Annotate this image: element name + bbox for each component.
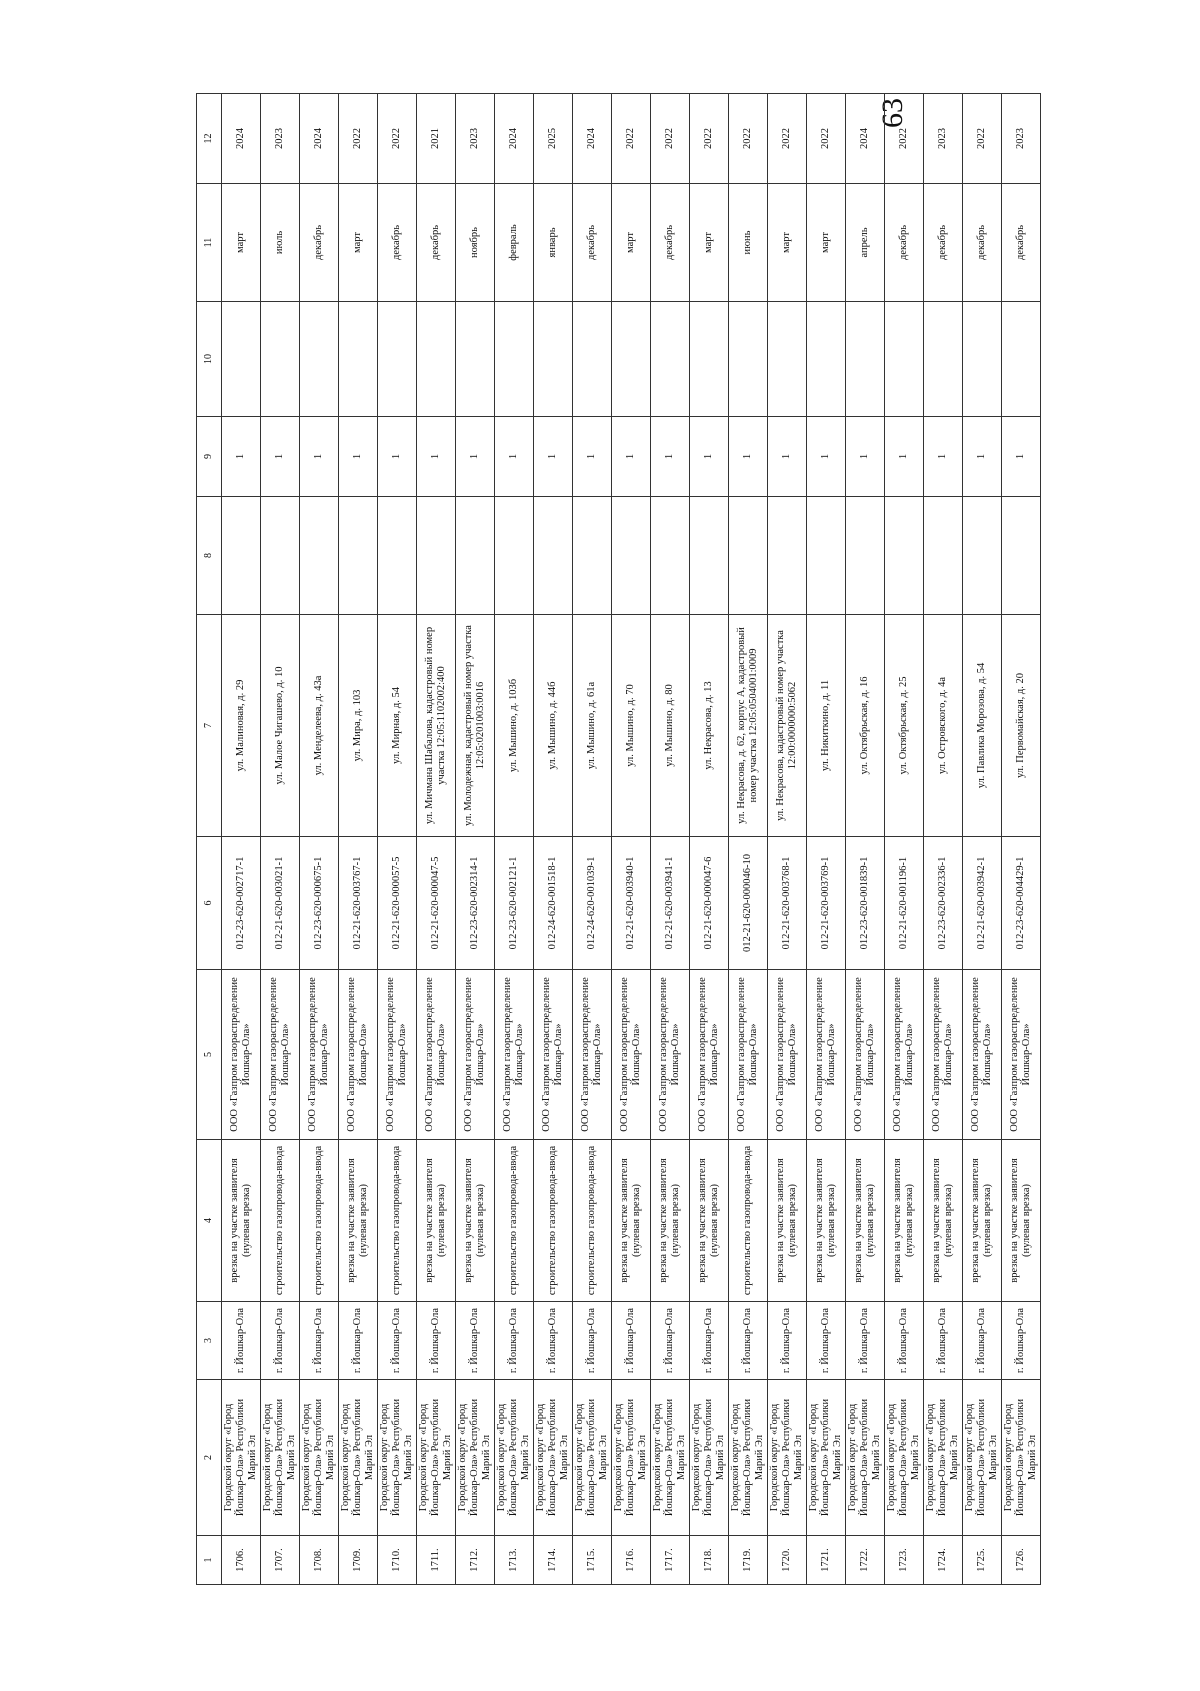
rotated-table-container [196, 94, 1038, 1585]
quantity-cell: 1 [963, 417, 1002, 497]
district-cell: Городской округ «Город Йошкар-Ола» Республики Марий Эл [339, 1380, 378, 1536]
month-cell: февраль [495, 184, 534, 302]
year-cell: 2022 [729, 94, 768, 184]
row-number-cell: 1720. [768, 1536, 807, 1585]
locality-cell: г. Йошкар-Ола [1002, 1302, 1041, 1380]
column-10-cell [846, 302, 885, 417]
column-8-cell [261, 497, 300, 615]
column-10-cell [222, 302, 261, 417]
locality-cell: г. Йошкар-Ола [222, 1302, 261, 1380]
column-header: 10 [197, 302, 222, 417]
column-8-cell [768, 497, 807, 615]
work-type-cell: врезка на участке заявителя (нулевая врезка) [222, 1140, 261, 1302]
column-10-cell [924, 302, 963, 417]
column-10-cell [534, 302, 573, 417]
district-cell: Городской округ «Город Йошкар-Ола» Республики Марий Эл [963, 1380, 1002, 1536]
district-cell: Городской округ «Город Йошкар-Ола» Республики Марий Эл [417, 1380, 456, 1536]
year-cell: 2022 [963, 94, 1002, 184]
column-header: 9 [197, 417, 222, 497]
organization-cell: ООО «Газпром газораспределение Йошкар-Ола» [729, 970, 768, 1140]
year-cell: 2022 [339, 94, 378, 184]
locality-cell: г. Йошкар-Ола [495, 1302, 534, 1380]
table-row [690, 94, 729, 1585]
year-cell: 2025 [534, 94, 573, 184]
row-number-cell: 1708. [300, 1536, 339, 1585]
work-type-cell: врезка на участке заявителя (нулевая врезка) [651, 1140, 690, 1302]
district-cell: Городской округ «Город Йошкар-Ола» Республики Марий Эл [456, 1380, 495, 1536]
month-cell: март [690, 184, 729, 302]
work-type-cell: врезка на участке заявителя (нулевая врезка) [690, 1140, 729, 1302]
organization-cell: ООО «Газпром газораспределение Йошкар-Ола» [378, 970, 417, 1140]
table-row [768, 94, 807, 1585]
year-cell: 2024 [846, 94, 885, 184]
district-cell: Городской округ «Город Йошкар-Ола» Республики Марий Эл [300, 1380, 339, 1536]
organization-cell: ООО «Газпром газораспределение Йошкар-Ола» [690, 970, 729, 1140]
organization-cell: ООО «Газпром газораспределение Йошкар-Ола» [456, 970, 495, 1140]
organization-cell: ООО «Газпром газораспределение Йошкар-Ола» [963, 970, 1002, 1140]
column-10-cell [1002, 302, 1041, 417]
year-cell: 2023 [456, 94, 495, 184]
locality-cell: г. Йошкар-Ола [729, 1302, 768, 1380]
column-8-cell [339, 497, 378, 615]
table-row [612, 94, 651, 1585]
row-number-cell: 1721. [807, 1536, 846, 1585]
column-8-cell [729, 497, 768, 615]
work-type-cell: строительство газопровода-ввода [729, 1140, 768, 1302]
district-cell: Городской округ «Город Йошкар-Ола» Республики Марий Эл [651, 1380, 690, 1536]
quantity-cell: 1 [222, 417, 261, 497]
organization-cell: ООО «Газпром газораспределение Йошкар-Ола» [495, 970, 534, 1140]
row-number-cell: 1711. [417, 1536, 456, 1585]
locality-cell: г. Йошкар-Ола [261, 1302, 300, 1380]
work-type-cell: строительство газопровода-ввода [300, 1140, 339, 1302]
year-cell: 2022 [612, 94, 651, 184]
work-type-cell: врезка на участке заявителя (нулевая врезка) [924, 1140, 963, 1302]
row-number-cell: 1707. [261, 1536, 300, 1585]
quantity-cell: 1 [924, 417, 963, 497]
locality-cell: г. Йошкар-Ола [885, 1302, 924, 1380]
organization-cell: ООО «Газпром газораспределение Йошкар-Ола» [846, 970, 885, 1140]
year-cell: 2024 [300, 94, 339, 184]
column-8-cell [417, 497, 456, 615]
table-row [534, 94, 573, 1585]
column-10-cell [378, 302, 417, 417]
column-10-cell [768, 302, 807, 417]
application-number-cell: 012-23-620-002336-1 [924, 837, 963, 970]
column-8-cell [612, 497, 651, 615]
month-cell: декабрь [963, 184, 1002, 302]
work-type-cell: врезка на участке заявителя (нулевая врезка) [417, 1140, 456, 1302]
address-cell: ул. Октябрьская, д. 25 [885, 615, 924, 837]
address-cell: ул. Мичмана Шабалова, кадастровый номер участка 12:05:1102002:400 [417, 615, 456, 837]
application-number-cell: 012-23-620-001839-1 [846, 837, 885, 970]
month-cell: декабрь [1002, 184, 1041, 302]
locality-cell: г. Йошкар-Ола [807, 1302, 846, 1380]
year-cell: 2024 [573, 94, 612, 184]
row-number-cell: 1714. [534, 1536, 573, 1585]
column-header: 12 [197, 94, 222, 184]
application-number-cell: 012-21-620-001196-1 [885, 837, 924, 970]
header-row [197, 94, 222, 1585]
row-number-cell: 1713. [495, 1536, 534, 1585]
organization-cell: ООО «Газпром газораспределение Йошкар-Ола» [534, 970, 573, 1140]
year-cell: 2022 [690, 94, 729, 184]
table-row [495, 94, 534, 1585]
column-10-cell [807, 302, 846, 417]
organization-cell: ООО «Газпром газораспределение Йошкар-Ола» [768, 970, 807, 1140]
month-cell: декабрь [300, 184, 339, 302]
column-10-cell [300, 302, 339, 417]
address-cell: ул. Мышино, д. 70 [612, 615, 651, 837]
table-row [924, 94, 963, 1585]
table-row [300, 94, 339, 1585]
application-number-cell: 012-23-620-000675-1 [300, 837, 339, 970]
district-cell: Городской округ «Город Йошкар-Ола» Республики Марий Эл [1002, 1380, 1041, 1536]
table-row [846, 94, 885, 1585]
column-10-cell [690, 302, 729, 417]
district-cell: Городской округ «Город Йошкар-Ола» Республики Марий Эл [885, 1380, 924, 1536]
district-cell: Городской округ «Город Йошкар-Ола» Республики Марий Эл [807, 1380, 846, 1536]
address-cell: ул. Мира, д. 103 [339, 615, 378, 837]
application-number-cell: 012-23-620-004429-1 [1002, 837, 1041, 970]
column-8-cell [690, 497, 729, 615]
locality-cell: г. Йошкар-Ола [456, 1302, 495, 1380]
table-row [261, 94, 300, 1585]
address-cell: ул. Некрасова, д. 13 [690, 615, 729, 837]
district-cell: Городской округ «Город Йошкар-Ола» Республики Марий Эл [261, 1380, 300, 1536]
quantity-cell: 1 [1002, 417, 1041, 497]
application-number-cell: 012-21-620-003021-1 [261, 837, 300, 970]
address-cell: ул. Островского, д. 4а [924, 615, 963, 837]
quantity-cell: 1 [534, 417, 573, 497]
district-cell: Городской округ «Город Йошкар-Ола» Республики Марий Эл [612, 1380, 651, 1536]
column-8-cell [651, 497, 690, 615]
month-cell: март [612, 184, 651, 302]
column-8-cell [1002, 497, 1041, 615]
column-8-cell [222, 497, 261, 615]
column-10-cell [885, 302, 924, 417]
month-cell: декабрь [924, 184, 963, 302]
locality-cell: г. Йошкар-Ола [378, 1302, 417, 1380]
locality-cell: г. Йошкар-Ола [690, 1302, 729, 1380]
row-number-cell: 1712. [456, 1536, 495, 1585]
table-row [378, 94, 417, 1585]
column-10-cell [651, 302, 690, 417]
table-row [417, 94, 456, 1585]
organization-cell: ООО «Газпром газораспределение Йошкар-Ола» [924, 970, 963, 1140]
work-type-cell: врезка на участке заявителя (нулевая врезка) [885, 1140, 924, 1302]
district-cell: Городской округ «Город Йошкар-Ола» Республики Марий Эл [846, 1380, 885, 1536]
application-number-cell: 012-23-620-002121-1 [495, 837, 534, 970]
year-cell: 2022 [807, 94, 846, 184]
month-cell: декабрь [378, 184, 417, 302]
column-8-cell [495, 497, 534, 615]
column-10-cell [456, 302, 495, 417]
locality-cell: г. Йошкар-Ола [534, 1302, 573, 1380]
quantity-cell: 1 [456, 417, 495, 497]
application-number-cell: 012-21-620-000047-5 [417, 837, 456, 970]
organization-cell: ООО «Газпром газораспределение Йошкар-Ола» [261, 970, 300, 1140]
address-cell: ул. Мышино, д. 80 [651, 615, 690, 837]
quantity-cell: 1 [885, 417, 924, 497]
district-cell: Городской округ «Город Йошкар-Ола» Республики Марий Эл [378, 1380, 417, 1536]
table-row [1002, 94, 1041, 1585]
organization-cell: ООО «Газпром газораспределение Йошкар-Ола» [417, 970, 456, 1140]
quantity-cell: 1 [495, 417, 534, 497]
work-type-cell: врезка на участке заявителя (нулевая врезка) [846, 1140, 885, 1302]
table-row [651, 94, 690, 1585]
address-cell: ул. Мышино, д. 44б [534, 615, 573, 837]
column-8-cell [924, 497, 963, 615]
month-cell: декабрь [885, 184, 924, 302]
application-number-cell: 012-21-620-000046-10 [729, 837, 768, 970]
organization-cell: ООО «Газпром газораспределение Йошкар-Ола» [651, 970, 690, 1140]
row-number-cell: 1726. [1002, 1536, 1041, 1585]
quantity-cell: 1 [339, 417, 378, 497]
column-header: 4 [197, 1140, 222, 1302]
column-header: 11 [197, 184, 222, 302]
column-8-cell [300, 497, 339, 615]
work-type-cell: строительство газопровода-ввода [378, 1140, 417, 1302]
row-number-cell: 1717. [651, 1536, 690, 1585]
work-type-cell: строительство газопровода-ввода [534, 1140, 573, 1302]
work-type-cell: строительство газопровода-ввода [261, 1140, 300, 1302]
column-header: 5 [197, 970, 222, 1140]
year-cell: 2022 [768, 94, 807, 184]
locality-cell: г. Йошкар-Ола [417, 1302, 456, 1380]
year-cell: 2023 [1002, 94, 1041, 184]
application-number-cell: 012-21-620-003769-1 [807, 837, 846, 970]
quantity-cell: 1 [612, 417, 651, 497]
year-cell: 2023 [924, 94, 963, 184]
locality-cell: г. Йошкар-Ола [300, 1302, 339, 1380]
district-cell: Городской округ «Город Йошкар-Ола» Республики Марий Эл [729, 1380, 768, 1536]
month-cell: декабрь [573, 184, 612, 302]
district-cell: Городской округ «Город Йошкар-Ола» Республики Марий Эл [573, 1380, 612, 1536]
month-cell: июль [261, 184, 300, 302]
column-10-cell [573, 302, 612, 417]
quantity-cell: 1 [768, 417, 807, 497]
application-number-cell: 012-24-620-001518-1 [534, 837, 573, 970]
address-cell: ул. Некрасова, д. 62, корпус А, кадастровый номер участка 12:05:0504001:0009 [729, 615, 768, 837]
row-number-cell: 1716. [612, 1536, 651, 1585]
organization-cell: ООО «Газпром газораспределение Йошкар-Ола» [807, 970, 846, 1140]
column-10-cell [729, 302, 768, 417]
year-cell: 2022 [378, 94, 417, 184]
month-cell: январь [534, 184, 573, 302]
work-type-cell: строительство газопровода-ввода [495, 1140, 534, 1302]
quantity-cell: 1 [807, 417, 846, 497]
year-cell: 2024 [495, 94, 534, 184]
work-type-cell: врезка на участке заявителя (нулевая врезка) [807, 1140, 846, 1302]
work-type-cell: врезка на участке заявителя (нулевая врезка) [612, 1140, 651, 1302]
district-cell: Городской округ «Город Йошкар-Ола» Республики Марий Эл [495, 1380, 534, 1536]
row-number-cell: 1725. [963, 1536, 1002, 1585]
column-8-cell [885, 497, 924, 615]
column-10-cell [417, 302, 456, 417]
quantity-cell: 1 [573, 417, 612, 497]
address-cell: ул. Мирная, д. 54 [378, 615, 417, 837]
column-header: 7 [197, 615, 222, 837]
column-8-cell [807, 497, 846, 615]
table-row [339, 94, 378, 1585]
row-number-cell: 1719. [729, 1536, 768, 1585]
month-cell: апрель [846, 184, 885, 302]
application-number-cell: 012-21-620-003941-1 [651, 837, 690, 970]
month-cell: декабрь [651, 184, 690, 302]
table-row [885, 94, 924, 1585]
row-number-cell: 1722. [846, 1536, 885, 1585]
quantity-cell: 1 [651, 417, 690, 497]
year-cell: 2021 [417, 94, 456, 184]
application-number-cell: 012-23-620-002717-1 [222, 837, 261, 970]
column-10-cell [339, 302, 378, 417]
table-row [963, 94, 1002, 1585]
table-row [729, 94, 768, 1585]
locality-cell: г. Йошкар-Ола [339, 1302, 378, 1380]
quantity-cell: 1 [378, 417, 417, 497]
address-cell: ул. Менделеева, д. 43а [300, 615, 339, 837]
row-number-cell: 1723. [885, 1536, 924, 1585]
year-cell: 2023 [261, 94, 300, 184]
register-table [196, 93, 1041, 1585]
work-type-cell: врезка на участке заявителя (нулевая врезка) [1002, 1140, 1041, 1302]
quantity-cell: 1 [417, 417, 456, 497]
row-number-cell: 1718. [690, 1536, 729, 1585]
column-8-cell [963, 497, 1002, 615]
locality-cell: г. Йошкар-Ола [846, 1302, 885, 1380]
address-cell: ул. Мышино, д. 61а [573, 615, 612, 837]
month-cell: март [768, 184, 807, 302]
work-type-cell: врезка на участке заявителя (нулевая врезка) [456, 1140, 495, 1302]
column-header: 6 [197, 837, 222, 970]
year-cell: 2022 [885, 94, 924, 184]
application-number-cell: 012-23-620-002314-1 [456, 837, 495, 970]
locality-cell: г. Йошкар-Ола [924, 1302, 963, 1380]
application-number-cell: 012-24-620-001039-1 [573, 837, 612, 970]
page-number: 63 [876, 98, 909, 128]
locality-cell: г. Йошкар-Ола [963, 1302, 1002, 1380]
quantity-cell: 1 [729, 417, 768, 497]
column-header: 2 [197, 1380, 222, 1536]
locality-cell: г. Йошкар-Ола [612, 1302, 651, 1380]
year-cell: 2024 [222, 94, 261, 184]
address-cell: ул. Молодежная, кадастровый номер участка 12:05:0201003:0016 [456, 615, 495, 837]
district-cell: Городской округ «Город Йошкар-Ола» Республики Марий Эл [690, 1380, 729, 1536]
column-8-cell [573, 497, 612, 615]
work-type-cell: врезка на участке заявителя (нулевая врезка) [963, 1140, 1002, 1302]
column-header: 3 [197, 1302, 222, 1380]
application-number-cell: 012-21-620-003767-1 [339, 837, 378, 970]
quantity-cell: 1 [690, 417, 729, 497]
month-cell: март [807, 184, 846, 302]
month-cell: ноябрь [456, 184, 495, 302]
application-number-cell: 012-21-620-003942-1 [963, 837, 1002, 970]
quantity-cell: 1 [300, 417, 339, 497]
work-type-cell: врезка на участке заявителя (нулевая врезка) [339, 1140, 378, 1302]
work-type-cell: строительство газопровода-ввода [573, 1140, 612, 1302]
district-cell: Городской округ «Город Йошкар-Ола» Республики Марий Эл [768, 1380, 807, 1536]
table-row [807, 94, 846, 1585]
column-10-cell [261, 302, 300, 417]
table-row [573, 94, 612, 1585]
row-number-cell: 1706. [222, 1536, 261, 1585]
organization-cell: ООО «Газпром газораспределение Йошкар-Ола» [1002, 970, 1041, 1140]
column-10-cell [612, 302, 651, 417]
quantity-cell: 1 [261, 417, 300, 497]
row-number-cell: 1710. [378, 1536, 417, 1585]
application-number-cell: 012-21-620-000047-6 [690, 837, 729, 970]
month-cell: март [339, 184, 378, 302]
locality-cell: г. Йошкар-Ола [651, 1302, 690, 1380]
address-cell: ул. Павлика Морозова, д. 54 [963, 615, 1002, 837]
row-number-cell: 1715. [573, 1536, 612, 1585]
district-cell: Городской округ «Город Йошкар-Ола» Республики Марий Эл [924, 1380, 963, 1536]
row-number-cell: 1709. [339, 1536, 378, 1585]
column-header: 1 [197, 1536, 222, 1585]
application-number-cell: 012-21-620-000057-5 [378, 837, 417, 970]
column-8-cell [378, 497, 417, 615]
organization-cell: ООО «Газпром газораспределение Йошкар-Ола» [612, 970, 651, 1140]
organization-cell: ООО «Газпром газораспределение Йошкар-Ола» [300, 970, 339, 1140]
address-cell: ул. Октябрьская, д. 16 [846, 615, 885, 837]
row-number-cell: 1724. [924, 1536, 963, 1585]
application-number-cell: 012-21-620-003768-1 [768, 837, 807, 970]
table-row [222, 94, 261, 1585]
address-cell: ул. Некрасова, кадастровый номер участка 12:00:0000000:5062 [768, 615, 807, 837]
column-8-cell [846, 497, 885, 615]
column-header: 8 [197, 497, 222, 615]
application-number-cell: 012-21-620-003940-1 [612, 837, 651, 970]
district-cell: Городской округ «Город Йошкар-Ола» Республики Марий Эл [534, 1380, 573, 1536]
table-body [222, 94, 1041, 1585]
month-cell: декабрь [417, 184, 456, 302]
address-cell: ул. Первомайская, д. 20 [1002, 615, 1041, 837]
organization-cell: ООО «Газпром газораспределение Йошкар-Ола» [222, 970, 261, 1140]
column-10-cell [495, 302, 534, 417]
month-cell: июнь [729, 184, 768, 302]
column-8-cell [456, 497, 495, 615]
table-row [456, 94, 495, 1585]
year-cell: 2022 [651, 94, 690, 184]
work-type-cell: врезка на участке заявителя (нулевая врезка) [768, 1140, 807, 1302]
organization-cell: ООО «Газпром газораспределение Йошкар-Ола» [339, 970, 378, 1140]
quantity-cell: 1 [846, 417, 885, 497]
month-cell: март [222, 184, 261, 302]
column-8-cell [534, 497, 573, 615]
locality-cell: г. Йошкар-Ола [573, 1302, 612, 1380]
district-cell: Городской округ «Город Йошкар-Ола» Республики Марий Эл [222, 1380, 261, 1536]
address-cell: ул. Малое Чигашево, д. 10 [261, 615, 300, 837]
locality-cell: г. Йошкар-Ола [768, 1302, 807, 1380]
organization-cell: ООО «Газпром газораспределение Йошкар-Ола» [573, 970, 612, 1140]
address-cell: ул. Малиновая, д. 29 [222, 615, 261, 837]
address-cell: ул. Никиткино, д. 11 [807, 615, 846, 837]
organization-cell: ООО «Газпром газораспределение Йошкар-Ола» [885, 970, 924, 1140]
column-10-cell [963, 302, 1002, 417]
address-cell: ул. Мышино, д. 103б [495, 615, 534, 837]
